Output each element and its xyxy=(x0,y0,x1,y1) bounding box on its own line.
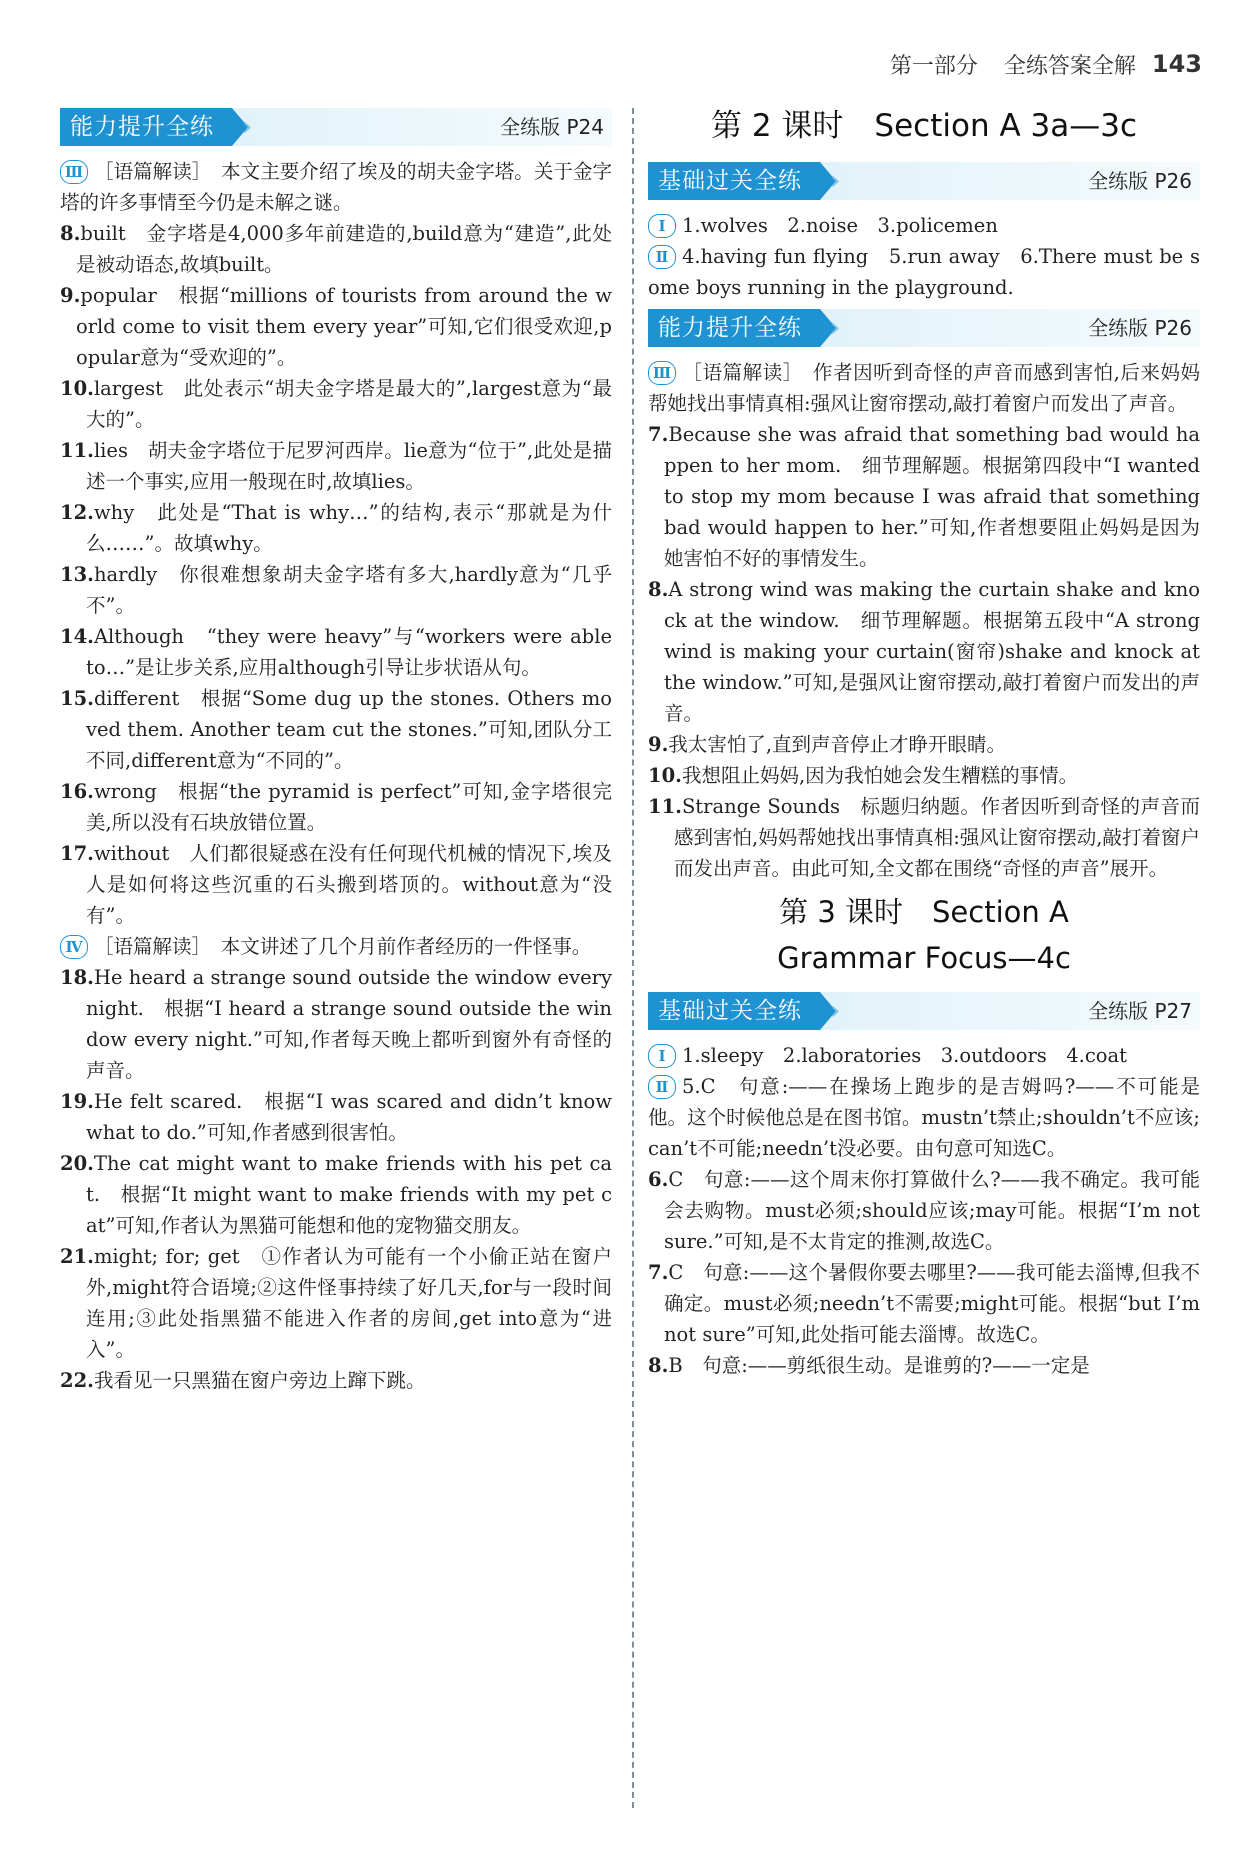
answer-item: Ⅲ ［语篇解读］ 作者因听到奇怪的声音而感到害怕,后来妈妈帮她找出事情真相:强风让窗帘摆动,敲打着窗户而发出了声音。 xyxy=(648,361,1200,415)
roman-numeral-badge: Ⅰ xyxy=(648,1044,676,1068)
band-reference: 全练版 P26 xyxy=(1088,316,1192,340)
answer-item: 11.Strange Sounds 标题归纳题。作者因听到奇怪的声音而感到害怕,妈妈帮她找出事情真相:强风让窗帘摆动,敲打着窗户而发出声音。由此可知,全文都在围绕“奇怪的声音”展开。 xyxy=(648,795,1200,880)
band-label: 能力提升全练 xyxy=(648,309,820,347)
band-label: 基础过关全练 xyxy=(648,992,820,1030)
answer-item: 22.我看见一只黑猫在窗户旁边上蹿下跳。 xyxy=(60,1369,426,1392)
answer-item: Ⅲ ［语篇解读］ 本文主要介绍了埃及的胡夫金字塔。关于金字塔的许多事情至今仍是未解之谜。 xyxy=(60,160,612,214)
answer-item: Ⅰ 1.wolves 2.noise 3.policemen xyxy=(648,210,1200,241)
roman-numeral-badge: Ⅲ xyxy=(60,160,88,184)
roman-numeral-badge: Ⅳ xyxy=(60,935,88,959)
chevron-icon: › xyxy=(830,313,841,343)
answer-item: 7.Because she was afraid that something bad would happen to her mom. 细节理解题。根据第四段中“I wanted to stop my mom because I was afraid that something bad would happen to her.”可知,作者想要阻止妈妈是因为她害怕不好的事情发生。 xyxy=(648,423,1200,570)
answer-item: 6.C 句意:——这个周末你打算做什么?——我不确定。我可能会去购物。must必须;should应该;may可能。根据“I’m not sure.”可知,是不太肯定的推测,故选C。 xyxy=(648,1168,1200,1253)
roman-numeral-badge: Ⅰ xyxy=(648,214,676,238)
answer-item: 7.C 句意:——这个暑假你要去哪里?——我可能去淄博,但我不确定。must必须;needn’t不需要;might可能。根据“but I’m not sure”可知,此处指可能去淄博。故选C。 xyxy=(648,1261,1200,1346)
page-number: 143 xyxy=(1151,50,1202,78)
answer-item: 9.popular 根据“millions of tourists from around the world come to visit them every year”可知,它们很受欢迎,popular意为“受欢迎的”。 xyxy=(60,284,612,369)
answer-item: 15.different 根据“Some dug up the stones. Others moved them. Another team cut the stones.”可知,团队分工不同,different意为“不同的”。 xyxy=(60,687,612,772)
band-reference: 全练版 P26 xyxy=(1088,169,1192,193)
band-reference: 全练版 P24 xyxy=(500,115,604,139)
header-title: 全练答案全解 xyxy=(1003,53,1136,79)
answer-item: Ⅱ 4.having fun flying 5.run away 6.There must be some boys running in the playground. xyxy=(648,245,1200,299)
answer-item: 11.lies 胡夫金字塔位于尼罗河西岸。lie意为“位于”,此处是描述一个事实,应用一般现在时,故填lies。 xyxy=(60,439,612,493)
answer-item: 8.A strong wind was making the curtain shake and knock at the window. 细节理解题。根据第五段中“A strong wind is making your curtain(窗帘)shake and knock at the window.”可知,是强风让窗帘摆动,敲打着窗户而发出的声音。 xyxy=(648,578,1200,725)
chevron-icon: › xyxy=(830,166,841,196)
section-band-ability xyxy=(60,108,612,146)
answer-item: 17.without 人们都很疑惑在没有任何现代机械的情况下,埃及人是如何将这些沉重的石头搬到塔顶的。without意为“没有”。 xyxy=(60,842,612,927)
answer-item: 8.built 金字塔是4,000多年前建造的,build意为“建造”,此处是被动语态,故填built。 xyxy=(60,222,612,276)
answer-item: 14.Although “they were heavy”与“workers were able to…”是让步关系,应用although引导让步状语从句。 xyxy=(60,625,612,679)
band-label: 能力提升全练 xyxy=(60,108,232,146)
lesson-subtitle: Grammar Focus—4c xyxy=(777,941,1071,975)
page-header xyxy=(0,40,1202,88)
section-band-basic xyxy=(648,992,1200,1030)
answer-item: 9.我太害怕了,直到声音停止才睁开眼睛。 xyxy=(648,733,1007,756)
answer-item: 19.He felt scared. 根据“I was scared and didn’t know what to do.”可知,作者感到很害怕。 xyxy=(60,1090,612,1144)
band-reference: 全练版 P27 xyxy=(1088,999,1192,1023)
answer-item: Ⅳ ［语篇解读］ 本文讲述了几个月前作者经历的一件怪事。 xyxy=(60,931,612,962)
answer-item: 21.might; for; get ①作者认为可能有一个小偷正站在窗户外,might符合语境;②这件怪事持续了好几天,for与一段时间连用;③此处指黑猫不能进入作者的房间,get into意为“进入”。 xyxy=(60,1245,612,1361)
band-label: 基础过关全练 xyxy=(648,162,820,200)
roman-numeral-badge: Ⅲ xyxy=(648,361,676,385)
roman-numeral-badge: Ⅱ xyxy=(648,1075,676,1099)
answer-item: 13.hardly 你很难想象胡夫金字塔有多大,hardly意为“几乎不”。 xyxy=(60,563,612,617)
chevron-icon: › xyxy=(242,112,253,142)
lesson-title: 第 3 课时 Section A xyxy=(779,895,1069,929)
answer-item: 18.He heard a strange sound outside the window every night. 根据“I heard a strange sound outside the window every night.”可知,作者每天晚上都听到窗外有奇怪的声音。 xyxy=(60,966,612,1082)
answer-item: 10.我想阻止妈妈,因为我怕她会发生糟糕的事情。 xyxy=(648,764,1079,787)
section-band-basic xyxy=(648,162,1200,200)
answer-item: 20.The cat might want to make friends with his pet cat. 根据“It might want to make friends with my pet cat”可知,作者认为黑猫可能想和他的宠物猫交朋友。 xyxy=(60,1152,612,1237)
answer-item: Ⅰ 1.sleepy 2.laboratories 3.outdoors 4.coat xyxy=(648,1040,1200,1071)
column-divider xyxy=(632,108,634,1808)
section-band-ability xyxy=(648,309,1200,347)
roman-numeral-badge: Ⅱ xyxy=(648,245,676,269)
answer-item: Ⅱ 5.C 句意:——在操场上跑步的是吉姆吗?——不可能是他。这个时候他总是在图书馆。mustn’t禁止;shouldn’t不应该;can’t不可能;needn’t没必要。由句意可知选C。 xyxy=(648,1075,1200,1160)
answer-item: 12.why 此处是“That is why…”的结构,表示“那就是为什么……”。故填why。 xyxy=(60,501,612,555)
header-section: 第一部分 xyxy=(889,53,978,79)
answer-item: 8.B 句意:——剪纸很生动。是谁剪的?——一定是 xyxy=(648,1354,1090,1377)
lesson-title: 第 2 课时 Section A 3a—3c xyxy=(710,108,1137,144)
answer-item: 10.largest 此处表示“胡夫金字塔是最大的”,largest意为“最大的”。 xyxy=(60,377,612,431)
answer-item: 16.wrong 根据“the pyramid is perfect”可知,金字塔很完美,所以没有石块放错位置。 xyxy=(60,780,612,834)
left-column xyxy=(60,104,612,1396)
right-column xyxy=(648,104,1200,1381)
chevron-icon: › xyxy=(830,996,841,1026)
